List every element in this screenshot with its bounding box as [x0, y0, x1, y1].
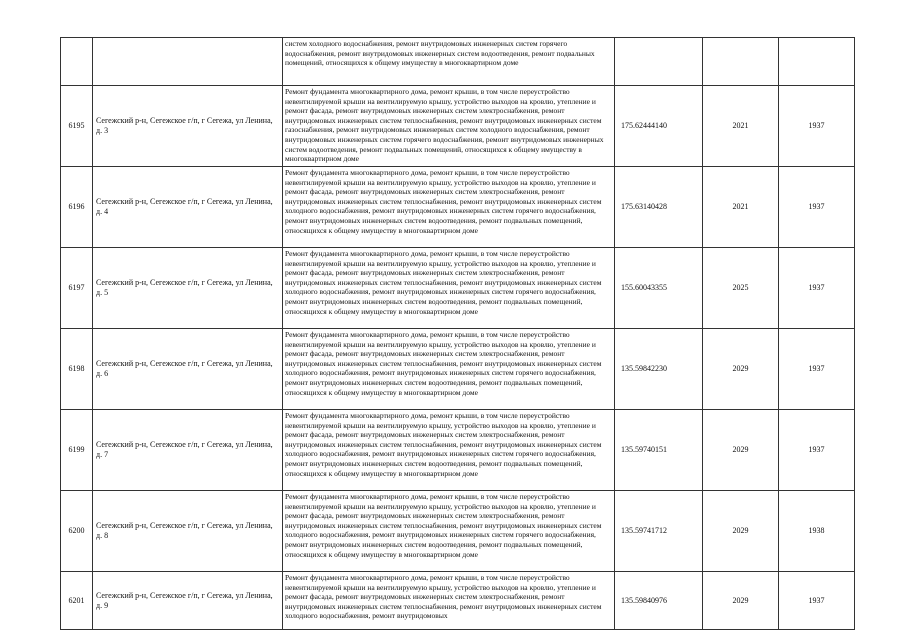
year-cell: 2021 — [703, 86, 779, 167]
row-number-cell: 6197 — [61, 248, 93, 329]
area-cell — [615, 38, 703, 86]
address-cell: Сегежский р-н, Сегежское г/п, г Сегежа, ул Ленина, д. 4 — [93, 167, 283, 248]
table-row — [61, 248, 855, 329]
built-year-cell: 1938 — [779, 491, 855, 572]
works-cell: Ремонт фундамента многоквартирного дома, ремонт крыши, в том числе переустройство невентилируемой крыши на вентилируемую крышу, устройство выходов на кровлю, утепление и ремонт фасада, ремонт внутридомовых инженерных систем электроснабжения, ремонт внутридомовых инженерных систем теплоснабжения, ремонт внутридомовых инженерных систем холодного водоснабжения, ремонт внутридомовых инженерных систем горячего водоснабжения, ремонт внутридомовых инженерных систем водоотведения, ремонт подвальных помещений, относящихся к общему имуществу в многоквартирном доме — [283, 329, 615, 410]
built-year-cell: 1937 — [779, 329, 855, 410]
document-page — [60, 37, 854, 630]
built-year-cell: 1937 — [779, 410, 855, 491]
works-cell: Ремонт фундамента многоквартирного дома, ремонт крыши, в том числе переустройство невентилируемой крыши на вентилируемую крышу, устройство выходов на кровлю, утепление и ремонт фасада, ремонт внутридомовых инженерных систем электроснабжения, ремонт внутридомовых инженерных систем теплоснабжения, ремонт внутридомовых инженерных систем холодного водоснабжения, ремонт внутридомовых инженерных систем горячего водоснабжения, ремонт внутридомовых инженерных систем водоотведения, ремонт подвальных помещений, относящихся к общему имуществу в многоквартирном доме — [283, 410, 615, 491]
row-number-cell — [61, 38, 93, 86]
address-cell: Сегежский р-н, Сегежское г/п, г Сегежа, ул Ленина, д. 5 — [93, 248, 283, 329]
table-row — [61, 167, 855, 248]
year-cell — [703, 38, 779, 86]
address-cell: Сегежский р-н, Сегежское г/п, г Сегежа, ул Ленина, д. 9 — [93, 572, 283, 630]
year-cell: 2029 — [703, 572, 779, 630]
table-row — [61, 86, 855, 167]
row-number-cell: 6196 — [61, 167, 93, 248]
address-cell: Сегежский р-н, Сегежское г/п, г Сегежа, ул Ленина, д. 7 — [93, 410, 283, 491]
table-row — [61, 38, 855, 86]
built-year-cell — [779, 38, 855, 86]
year-cell: 2029 — [703, 491, 779, 572]
works-cell: Ремонт фундамента многоквартирного дома, ремонт крыши, в том числе переустройство невентилируемой крыши на вентилируемую крышу, устройство выходов на кровлю, утепление и ремонт фасада, ремонт внутридомовых инженерных систем электроснабжения, ремонт внутридомовых инженерных систем теплоснабжения, ремонт внутридомовых инженерных систем холодного водоснабжения, ремонт внутридомовых — [283, 572, 615, 630]
area-cell: 175.63140428 — [615, 167, 703, 248]
built-year-cell: 1937 — [779, 248, 855, 329]
row-number-cell: 6195 — [61, 86, 93, 167]
year-cell: 2025 — [703, 248, 779, 329]
built-year-cell: 1937 — [779, 167, 855, 248]
area-cell: 135.59741712 — [615, 491, 703, 572]
row-number-cell: 6200 — [61, 491, 93, 572]
works-cell: Ремонт фундамента многоквартирного дома, ремонт крыши, в том числе переустройство невентилируемой крыши на вентилируемую крышу, устройство выходов на кровлю, утепление и ремонт фасада, ремонт внутридомовых инженерных систем электроснабжения, ремонт внутридомовых инженерных систем теплоснабжения, ремонт внутридомовых инженерных систем холодного водоснабжения, ремонт внутридомовых инженерных систем горячего водоснабжения, ремонт внутридомовых инженерных систем водоотведения, ремонт подвальных помещений, относящихся к общему имуществу в многоквартирном доме — [283, 167, 615, 248]
table-row — [61, 572, 855, 630]
works-cell: Ремонт фундамента многоквартирного дома, ремонт крыши, в том числе переустройство невентилируемой крыши на вентилируемую крышу, устройство выходов на кровлю, утепление и ремонт фасада, ремонт внутридомовых инженерных систем электроснабжения, ремонт внутридомовых инженерных систем теплоснабжения, ремонт внутридомовых инженерных систем газоснабжения, ремонт внутридомовых инженерных систем холодного водоснабжения, ремонт внутридомовых инженерных систем горячего водоснабжения, ремонт внутридомовых инженерных систем водоотведения, ремонт подвальных помещений, относящихся к общему имуществу в многоквартирном доме — [283, 86, 615, 167]
address-cell — [93, 38, 283, 86]
table-row — [61, 329, 855, 410]
year-cell: 2029 — [703, 329, 779, 410]
address-cell: Сегежский р-н, Сегежское г/п, г Сегежа, ул Ленина, д. 6 — [93, 329, 283, 410]
row-number-cell: 6199 — [61, 410, 93, 491]
works-cell: Ремонт фундамента многоквартирного дома, ремонт крыши, в том числе переустройство невентилируемой крыши на вентилируемую крышу, устройство выходов на кровлю, утепление и ремонт фасада, ремонт внутридомовых инженерных систем электроснабжения, ремонт внутридомовых инженерных систем теплоснабжения, ремонт внутридомовых инженерных систем холодного водоснабжения, ремонт внутридомовых инженерных систем горячего водоснабжения, ремонт внутридомовых инженерных систем водоотведения, ремонт подвальных помещений, относящихся к общему имуществу в многоквартирном доме — [283, 491, 615, 572]
table-row — [61, 410, 855, 491]
works-cell: систем холодного водоснабжения, ремонт внутридомовых инженерных систем горячего водоснабжения, ремонт внутридомовых инженерных систем водоотведения, ремонт подвальных помещений, относящихся к общему имуществу в многоквартирном доме — [283, 38, 615, 86]
works-cell: Ремонт фундамента многоквартирного дома, ремонт крыши, в том числе переустройство невентилируемой крыши на вентилируемую крышу, устройство выходов на кровлю, утепление и ремонт фасада, ремонт внутридомовых инженерных систем электроснабжения, ремонт внутридомовых инженерных систем теплоснабжения, ремонт внутридомовых инженерных систем холодного водоснабжения, ремонт внутридомовых инженерных систем горячего водоснабжения, ремонт внутридомовых инженерных систем водоотведения, ремонт подвальных помещений, относящихся к общему имуществу в многоквартирном доме — [283, 248, 615, 329]
address-cell: Сегежский р-н, Сегежское г/п, г Сегежа, ул Ленина, д. 3 — [93, 86, 283, 167]
built-year-cell: 1937 — [779, 572, 855, 630]
address-cell: Сегежский р-н, Сегежское г/п, г Сегежа, ул Ленина, д. 8 — [93, 491, 283, 572]
year-cell: 2021 — [703, 167, 779, 248]
row-number-cell: 6198 — [61, 329, 93, 410]
area-cell: 135.59740151 — [615, 410, 703, 491]
area-cell: 135.59840976 — [615, 572, 703, 630]
built-year-cell: 1937 — [779, 86, 855, 167]
area-cell: 175.62444140 — [615, 86, 703, 167]
area-cell: 155.60043355 — [615, 248, 703, 329]
area-cell: 135.59842230 — [615, 329, 703, 410]
year-cell: 2029 — [703, 410, 779, 491]
row-number-cell: 6201 — [61, 572, 93, 630]
table-row — [61, 491, 855, 572]
capital-repair-table — [60, 37, 855, 630]
